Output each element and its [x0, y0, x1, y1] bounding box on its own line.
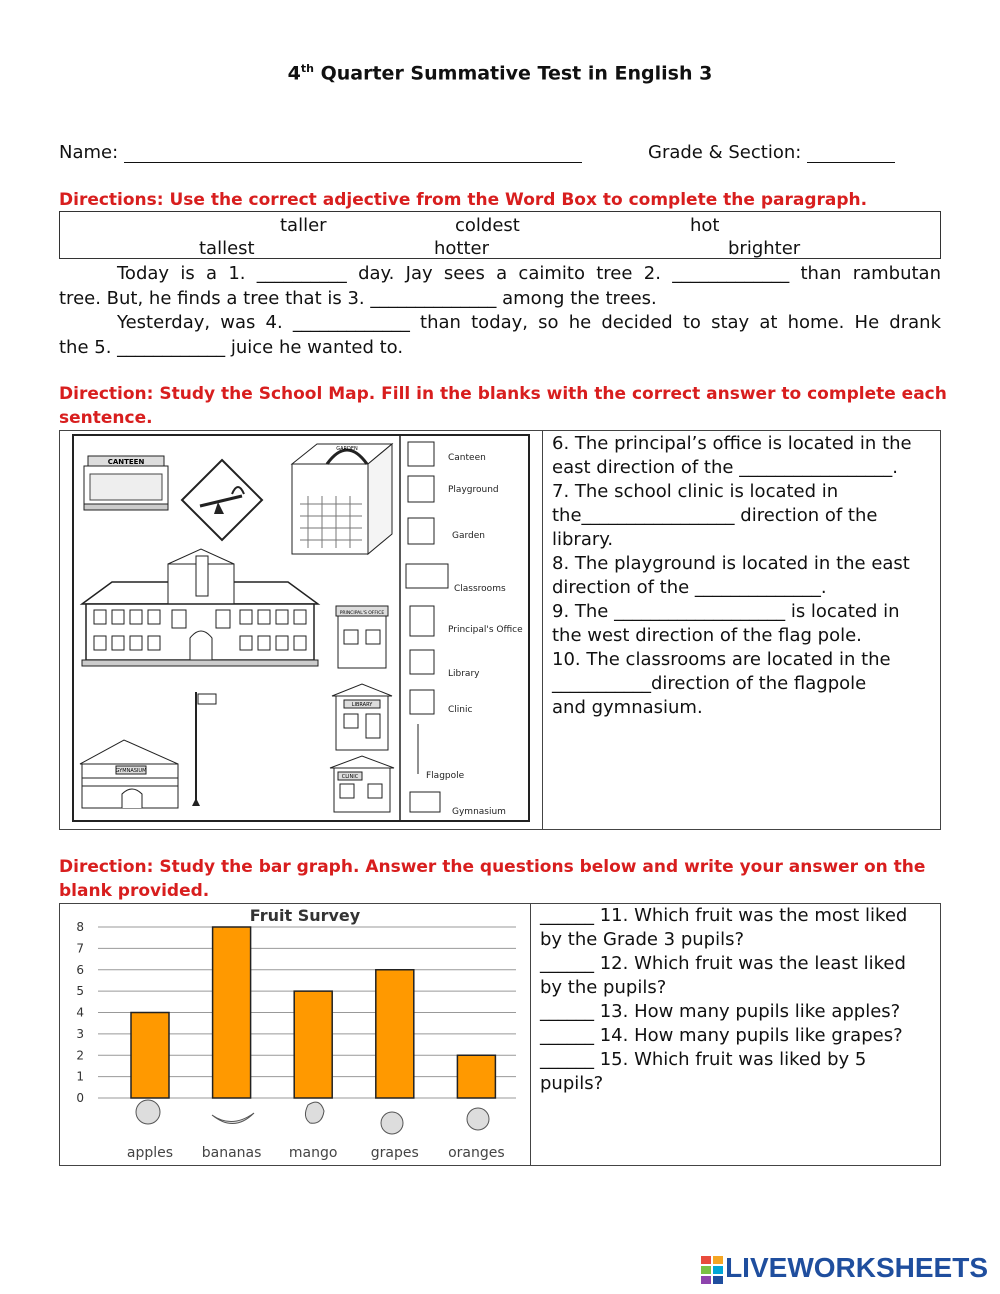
legend-clinic: Clinic	[448, 705, 473, 715]
graph-q-line[interactable]: ______ 12. Which fruit was the least liked	[540, 953, 906, 974]
paragraph-line-2: tree. But, he finds a tree that is 3. ______________ among the trees.	[59, 287, 657, 309]
word-coldest: coldest	[455, 215, 520, 236]
apple-icon	[136, 1100, 160, 1124]
legend-principal: Principal's Office	[448, 625, 523, 635]
map-q-line: 7. The school clinic is located in	[552, 481, 839, 502]
library-building	[332, 684, 392, 750]
map-q-line[interactable]: the_________________ direction of the	[552, 505, 878, 526]
canteen-sign: CANTEEN	[107, 458, 145, 466]
fruit-icons	[136, 1100, 489, 1134]
banana-icon	[212, 1113, 254, 1124]
y-tick-label: 4	[76, 1005, 84, 1020]
y-tick-label: 3	[76, 1026, 84, 1041]
bar-bananas	[213, 927, 251, 1098]
grade-row	[648, 142, 895, 163]
word-hotter: hotter	[434, 238, 490, 259]
word-box	[59, 211, 941, 259]
name-blank[interactable]	[124, 144, 582, 163]
principals-office-building	[336, 606, 388, 668]
bar-grapes	[376, 970, 414, 1098]
mango-icon	[305, 1102, 324, 1123]
graph-q-line[interactable]: ______ 11. Which fruit was the most liked	[540, 905, 908, 926]
directions-map-2: sentence.	[59, 408, 153, 428]
graph-q-line: by the Grade 3 pupils?	[540, 929, 745, 950]
x-label-grapes: grapes	[370, 1145, 419, 1161]
clinic-sign: CLINIC	[341, 774, 359, 780]
directions-graph-2: blank provided.	[59, 881, 210, 901]
graph-questions	[540, 904, 935, 1096]
map-questions	[552, 432, 937, 720]
canteen-building	[84, 456, 168, 510]
y-tick-label: 1	[76, 1069, 84, 1084]
y-tick-label: 2	[76, 1048, 84, 1063]
paragraph-line-4: the 5. ____________ juice he wanted to.	[59, 336, 404, 358]
graph-q-line: by the pupils?	[540, 977, 667, 998]
x-label-oranges: oranges	[448, 1145, 505, 1161]
bar-apples	[131, 1013, 169, 1099]
map-q-line: and gymnasium.	[552, 697, 703, 718]
map-q-line[interactable]: direction of the ______________.	[552, 577, 827, 598]
legend-playground: Playground	[448, 485, 499, 495]
x-label-apples: apples	[126, 1145, 174, 1161]
y-tick-label: 6	[76, 962, 84, 977]
graph-q-line[interactable]: ______ 13. How many pupils like apples?	[540, 1001, 901, 1022]
legend-gymnasium: Gymnasium	[452, 807, 506, 817]
liveworksheets-logo[interactable]	[701, 1252, 988, 1284]
word-tallest: tallest	[199, 238, 255, 259]
legend-garden: Garden	[452, 531, 485, 541]
graph-q-line[interactable]: ______ 15. Which fruit was liked by 5	[540, 1049, 867, 1070]
legend-flagpole: Flagpole	[426, 771, 465, 781]
y-tick-label: 0	[76, 1091, 84, 1105]
bar-oranges	[457, 1055, 495, 1098]
y-tick-label: 8	[76, 920, 84, 934]
logo-text: LIVEWORKSHEETS	[725, 1252, 988, 1283]
title-text: Quarter Summative Test in English 3	[320, 62, 713, 85]
legend-canteen: Canteen	[448, 453, 486, 463]
directions-map-1: Direction: Study the School Map. Fill in the blanks with the correct answer to complete each	[59, 384, 947, 404]
clinic-building	[330, 756, 394, 812]
directions-adjectives: Directions: Use the correct adjective from the Word Box to complete the paragraph.	[59, 190, 868, 210]
paragraph-line-3: Yesterday, was 4. _____________ than today, so he decided to stay at home. He drank	[117, 312, 941, 333]
orange-icon	[467, 1108, 489, 1130]
page-title	[0, 62, 1000, 84]
title-sup: th	[300, 62, 314, 75]
garden-sign: GARDEN	[336, 446, 358, 452]
name-row	[59, 142, 582, 163]
x-label-mango: mango	[288, 1145, 338, 1161]
fruit-survey-chart	[62, 905, 526, 1163]
y-tick-label: 7	[76, 941, 84, 956]
gym-sign: GYMNASIUM	[115, 768, 147, 774]
title-number: 4	[287, 62, 301, 85]
legend-classrooms: Classrooms	[454, 584, 506, 594]
grade-blank[interactable]	[807, 144, 895, 163]
word-taller: taller	[280, 215, 327, 236]
name-label: Name:	[59, 142, 119, 163]
chart-title: Fruit Survey	[249, 906, 361, 925]
map-q-line[interactable]: east direction of the _________________.	[552, 457, 898, 478]
grapes-icon	[381, 1112, 403, 1134]
map-q-line: 6. The principal’s office is located in the	[552, 433, 912, 454]
garden-building	[292, 444, 392, 554]
map-q-line: 10. The classrooms are located in the	[552, 649, 891, 670]
map-q-line: library.	[552, 529, 614, 550]
legend-library: Library	[448, 669, 480, 679]
word-hot: hot	[690, 215, 720, 236]
bar-mango	[294, 991, 332, 1098]
graph-q-line: pupils?	[540, 1073, 604, 1094]
grade-label: Grade & Section:	[648, 142, 802, 163]
map-q-line: the west direction of the flag pole.	[552, 625, 862, 646]
graph-q-line[interactable]: ______ 14. How many pupils like grapes?	[540, 1025, 903, 1046]
logo-icon	[701, 1256, 723, 1284]
paragraph	[59, 262, 941, 360]
x-label-bananas: bananas	[201, 1145, 262, 1161]
word-brighter: brighter	[728, 238, 801, 259]
map-q-line[interactable]: ___________direction of the flagpole	[552, 673, 867, 694]
y-tick-label: 5	[76, 984, 84, 999]
map-q-line[interactable]: 9. The ___________________ is located in	[552, 601, 900, 622]
directions-graph-1: Direction: Study the bar graph. Answer the questions below and write your answer on the	[59, 857, 926, 877]
paragraph-line-1: Today is a 1. __________ day. Jay sees a caimito tree 2. _____________ than rambutan	[117, 263, 941, 284]
map-q-line: 8. The playground is located in the east	[552, 553, 910, 574]
school-map	[72, 434, 530, 822]
library-sign: LIBRARY	[351, 702, 373, 708]
principal-sign: PRINCIPAL'S OFFICE	[339, 611, 385, 616]
